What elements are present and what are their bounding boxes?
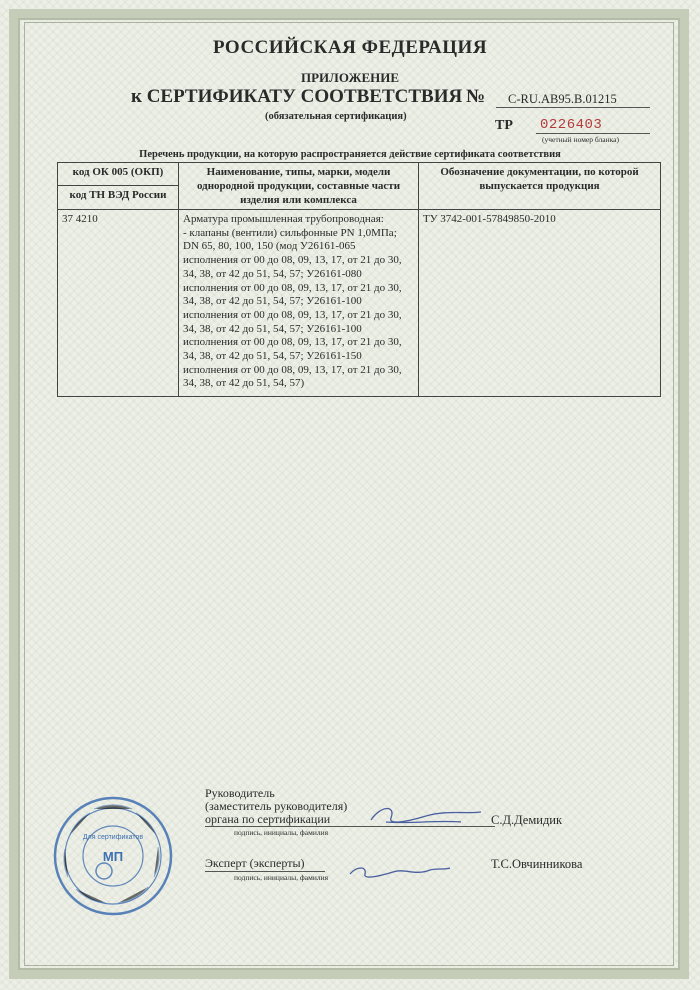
product-description	[179, 210, 419, 397]
tp-label: ТР	[495, 118, 513, 133]
stamp-center-text: МП	[102, 849, 124, 864]
description-line: исполнения от 00 до 08, 09, 13, 17, от 21 до 30,	[183, 308, 402, 321]
head-name: С.Д.Демидик	[491, 813, 563, 827]
description-line: исполнения от 00 до 08, 09, 13, 17, от 21 до 30,	[183, 363, 402, 376]
blank-number-caption: (учетный номер бланка)	[542, 135, 619, 144]
expert-name: Т.С.Овчинникова	[491, 857, 583, 871]
expert-signature-icon	[345, 858, 455, 884]
head-signature-icon	[366, 800, 486, 830]
expert-caption: подпись, инициалы, фамилия	[234, 873, 329, 882]
description-line: 34, 38, от 42 до 51, 54, 57; У26161-100	[183, 322, 362, 335]
expert-signature-line	[205, 871, 325, 872]
number-sign: №	[466, 86, 486, 107]
product-code: 37 4210	[58, 210, 179, 397]
description-line: исполнения от 00 до 08, 09, 13, 17, от 21 до 30,	[183, 281, 402, 294]
description-line: 34, 38, от 42 до 51, 54, 57; У26161-100	[183, 295, 362, 308]
description-line: Арматура промышленная трубопроводная:	[183, 213, 384, 225]
appendix-title: ПРИЛОЖЕНИЕ	[300, 70, 400, 85]
head-label-line2: (заместитель руководителя)	[205, 799, 348, 813]
certificate-number: C-RU.AB95.B.01215	[496, 92, 650, 108]
list-heading: Перечень продукции, на которую распространяется действие сертификата соответствия	[139, 149, 561, 160]
certification-stamp-icon	[52, 795, 174, 917]
table-row	[58, 210, 661, 397]
col1-header-top: код ОК 005 (ОКП)	[58, 163, 179, 186]
blank-number: 0226403	[536, 117, 650, 134]
head-caption: подпись, инициалы, фамилия	[234, 828, 329, 837]
description-line: 34, 38, от 42 до 51, 54, 57; У26161-080	[183, 267, 362, 280]
expert-label: Эксперт (эксперты)	[205, 856, 305, 870]
product-documentation: ТУ 3742-001-57849850-2010	[419, 210, 661, 397]
col1-header-bottom: код ТН ВЭД России	[58, 186, 179, 210]
certificate-heading: к СЕРТИФИКАТУ СООТВЕТСТВИЯ	[131, 86, 463, 107]
description-line: исполнения от 00 до 08, 09, 13, 17, от 21 до 30,	[183, 254, 402, 267]
stamp-top-text: Для сертификатов	[82, 834, 144, 841]
col2-header: Наименование, типы, марки, модели однородной продукции, составные части изделия или комплекса	[179, 163, 419, 210]
description-line: исполнения от 00 до 08, 09, 13, 17, от 21 до 30,	[183, 336, 402, 349]
description-line: DN 65, 80, 100, 150 (мод У26161-065	[183, 240, 356, 253]
description-line: 34, 38, от 42 до 51, 54, 57; У26161-150	[183, 350, 362, 363]
mandatory-note: (обязательная сертификация)	[265, 111, 407, 122]
description-line: - клапаны (вентили) сильфонные PN 1,0МПа;	[183, 226, 397, 239]
head-label-line3: органа по сертификации	[205, 812, 331, 826]
country-title: РОССИЙСКАЯ ФЕДЕРАЦИЯ	[212, 37, 488, 58]
col3-header: Обозначение документации, по которой выпускается продукция	[419, 163, 661, 210]
product-table	[57, 162, 661, 397]
head-label-line1: Руководитель	[205, 786, 275, 800]
description-line: 34, 38, от 42 до 51, 54, 57)	[183, 377, 305, 390]
